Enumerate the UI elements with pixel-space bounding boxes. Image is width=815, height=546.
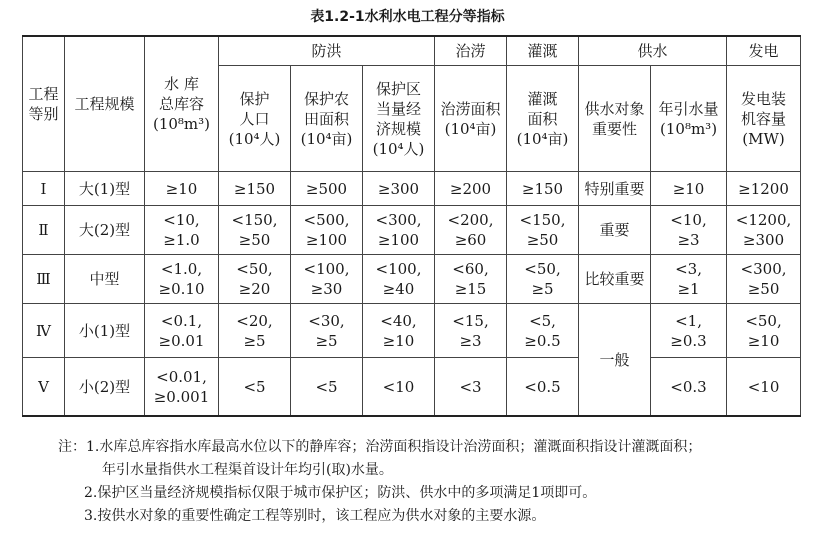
- cell-storage: <0.01, ≥0.001: [145, 358, 219, 417]
- cell-capacity: <300, ≥50: [727, 255, 801, 304]
- header-farmland: 保护农 田面积 (10⁴亩): [291, 66, 363, 172]
- cell-economy: <40, ≥10: [363, 304, 435, 358]
- cell-irrigation: <50, ≥5: [507, 255, 579, 304]
- group-drain: 治涝: [435, 36, 507, 66]
- cell-farmland: <500, ≥100: [291, 206, 363, 255]
- header-storage: 水 库 总库容 (10⁸m³): [145, 36, 219, 172]
- cell-grade: Ⅱ: [23, 206, 65, 255]
- cell-scale: 小(1)型: [65, 304, 145, 358]
- header-economy: 保护区 当量经 济规模 (10⁴人): [363, 66, 435, 172]
- cell-water: <3, ≥1: [651, 255, 727, 304]
- cell-scale: 大(2)型: [65, 206, 145, 255]
- cell-capacity: <1200, ≥300: [727, 206, 801, 255]
- cell-farmland: <5: [291, 358, 363, 417]
- table-title: 表1.2-1水利水电工程分等指标: [310, 9, 505, 25]
- table-row: [23, 206, 801, 255]
- header-drain-area: 治涝面积 (10⁴亩): [435, 66, 507, 172]
- cell-farmland: <100, ≥30: [291, 255, 363, 304]
- cell-water: <1, ≥0.3: [651, 304, 727, 358]
- grading-table: [22, 35, 801, 417]
- cell-economy: ≥300: [363, 172, 435, 206]
- cell-irrigation: <0.5: [507, 358, 579, 417]
- cell-scale: 小(2)型: [65, 358, 145, 417]
- cell-population: <50, ≥20: [219, 255, 291, 304]
- cell-economy: <300, ≥100: [363, 206, 435, 255]
- cell-grade: Ⅳ: [23, 304, 65, 358]
- group-flood: 防洪: [219, 36, 435, 66]
- cell-capacity: <50, ≥10: [727, 304, 801, 358]
- cell-importance: 重要: [579, 206, 651, 255]
- cell-drain: <3: [435, 358, 507, 417]
- note-1: 注：1.水库总库容指水库最高水位以下的静库容；治涝面积指设计治涝面积；灌溉面积指设计灌溉面积；: [58, 439, 702, 455]
- header-grade: 工程 等别: [23, 36, 65, 172]
- cell-storage: <0.1, ≥0.01: [145, 304, 219, 358]
- table-row: [23, 172, 801, 206]
- note-1-continued: 年引水量指供水工程渠首设计年均引(取)水量。: [102, 462, 393, 478]
- cell-scale: 中型: [65, 255, 145, 304]
- group-power: 发电: [727, 36, 801, 66]
- header-irrigation-area: 灌溉 面积 (10⁴亩): [507, 66, 579, 172]
- cell-importance: 一般: [579, 304, 651, 417]
- table-row: [23, 304, 801, 358]
- header-scale: 工程规模: [65, 36, 145, 172]
- cell-storage: <1.0, ≥0.10: [145, 255, 219, 304]
- table-notes: [58, 436, 814, 528]
- note-3: 3.按供水对象的重要性确定工程等别时，该工程应为供水对象的主要水源。: [84, 508, 546, 524]
- cell-economy: <10: [363, 358, 435, 417]
- header-supply-importance: 供水对象 重要性: [579, 66, 651, 172]
- cell-population: <5: [219, 358, 291, 417]
- cell-farmland: ≥500: [291, 172, 363, 206]
- cell-water: ≥10: [651, 172, 727, 206]
- cell-storage: ≥10: [145, 172, 219, 206]
- cell-drain: <15, ≥3: [435, 304, 507, 358]
- header-population: 保护 人口 (10⁴人): [219, 66, 291, 172]
- header-capacity: 发电装 机容量 (MW): [727, 66, 801, 172]
- cell-storage: <10, ≥1.0: [145, 206, 219, 255]
- cell-irrigation: ≥150: [507, 172, 579, 206]
- cell-drain: <200, ≥60: [435, 206, 507, 255]
- header-annual-water: 年引水量 (10⁸m³): [651, 66, 727, 172]
- group-supply: 供水: [579, 36, 727, 66]
- cell-grade: Ⅴ: [23, 358, 65, 417]
- cell-economy: <100, ≥40: [363, 255, 435, 304]
- cell-grade: Ⅲ: [23, 255, 65, 304]
- cell-irrigation: <150, ≥50: [507, 206, 579, 255]
- cell-irrigation: <5, ≥0.5: [507, 304, 579, 358]
- cell-drain: <60, ≥15: [435, 255, 507, 304]
- cell-population: <20, ≥5: [219, 304, 291, 358]
- cell-farmland: <30, ≥5: [291, 304, 363, 358]
- cell-population: <150, ≥50: [219, 206, 291, 255]
- cell-importance: 比较重要: [579, 255, 651, 304]
- cell-capacity: <10: [727, 358, 801, 417]
- cell-scale: 大(1)型: [65, 172, 145, 206]
- cell-water: <0.3: [651, 358, 727, 417]
- group-irrigation: 灌溉: [507, 36, 579, 66]
- table-row: [23, 255, 801, 304]
- cell-drain: ≥200: [435, 172, 507, 206]
- cell-grade: Ⅰ: [23, 172, 65, 206]
- note-2: 2.保护区当量经济规模指标仅限于城市保护区；防洪、供水中的多项满足1项即可。: [84, 485, 597, 501]
- cell-population: ≥150: [219, 172, 291, 206]
- table-row: [23, 358, 801, 417]
- cell-capacity: ≥1200: [727, 172, 801, 206]
- cell-water: <10, ≥3: [651, 206, 727, 255]
- cell-importance: 特别重要: [579, 172, 651, 206]
